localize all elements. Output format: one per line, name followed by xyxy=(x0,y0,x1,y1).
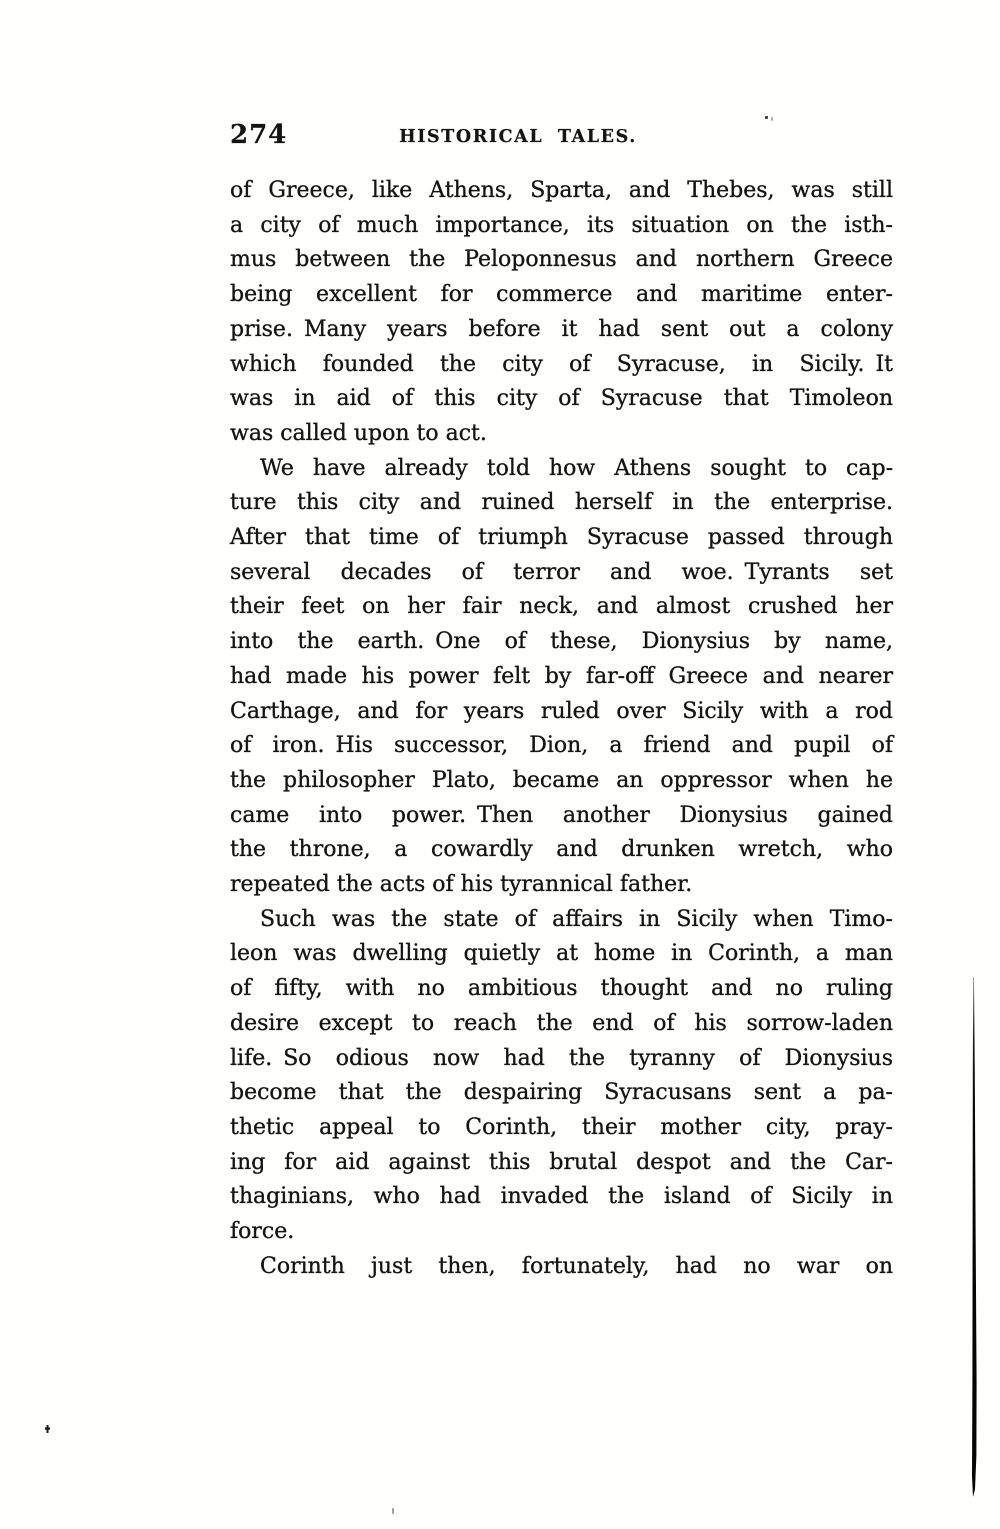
text-line: was called upon to act. xyxy=(230,420,487,446)
scan-speck xyxy=(45,1425,50,1433)
scan-speck xyxy=(392,1508,394,1514)
text-line: ing for aid against this brutal despot and the Car- xyxy=(230,1149,893,1175)
text-line: had made his power felt by far-off Greece and nearer xyxy=(230,663,893,689)
text-line: which founded the city of Syracuse, in Sicily. It xyxy=(230,351,893,377)
text-line: thetic appeal to Corinth, their mother city, pray- xyxy=(230,1114,893,1140)
text-line: into the earth. One of these, Dionysius by name, xyxy=(230,629,893,655)
paragraph xyxy=(230,174,893,452)
text-line: Such was the state of affairs in Sicily when Timo- xyxy=(260,906,893,932)
paragraph xyxy=(230,452,893,903)
paragraph xyxy=(230,1250,893,1285)
text-line: of iron. His successor, Dion, a friend and pupil of xyxy=(230,733,893,759)
text-line: leon was dwelling quietly at home in Corinth, a man xyxy=(230,941,893,967)
text-block xyxy=(230,174,893,1285)
text-line: mus between the Peloponnesus and northern Greece xyxy=(230,247,893,273)
text-line: several decades of terror and woe. Tyrants set xyxy=(230,559,893,585)
text-line: was in aid of this city of Syracuse that Timoleon xyxy=(230,386,893,412)
text-line: of Greece, like Athens, Sparta, and Thebes, was still xyxy=(230,178,893,203)
text-line: the philosopher Plato, became an oppressor when he xyxy=(230,767,893,793)
text-line: being excellent for commerce and maritime enter- xyxy=(230,282,893,308)
text-line: ture this city and ruined herself in the enterprise. xyxy=(230,490,893,516)
text-line: a city of much importance, its situation on the isth- xyxy=(230,212,893,238)
text-line: desire except to reach the end of his sorrow-laden xyxy=(230,1010,893,1036)
scan-speck xyxy=(765,116,768,119)
text-line: After that time of triumph Syracuse passed through xyxy=(230,525,893,551)
text-line: the throne, a cowardly and drunken wretch, who xyxy=(230,837,893,863)
scan-gutter-streak xyxy=(969,977,979,1497)
text-line: prise. Many years before it had sent out a colony xyxy=(230,316,893,342)
running-title: HISTORICAL TALES. xyxy=(399,127,637,147)
text-line: force. xyxy=(230,1219,295,1245)
text-line: of fifty, with no ambitious thought and no ruling xyxy=(230,976,893,1002)
text-line: repeated the acts of his tyrannical father. xyxy=(230,872,693,898)
text-line: Corinth just then, fortunately, had no war on xyxy=(260,1253,893,1279)
text-line: came into power. Then another Dionysius gained xyxy=(230,802,893,828)
text-line: thaginians, who had invaded the island of Sicily in xyxy=(230,1184,893,1210)
text-line: life. So odious now had the tyranny of Dionysius xyxy=(230,1045,893,1071)
page-header xyxy=(230,118,893,158)
paragraph xyxy=(230,903,893,1250)
scan-speck xyxy=(771,117,773,121)
page-number: 274 xyxy=(230,120,288,150)
text-line: Carthage, and for years ruled over Sicily with a rod xyxy=(230,698,893,724)
text-line: their feet on her fair neck, and almost crushed her xyxy=(230,594,893,620)
text-line: We have already told how Athens sought to cap- xyxy=(260,455,893,481)
text-line: become that the despairing Syracusans sent a pa- xyxy=(230,1080,893,1106)
